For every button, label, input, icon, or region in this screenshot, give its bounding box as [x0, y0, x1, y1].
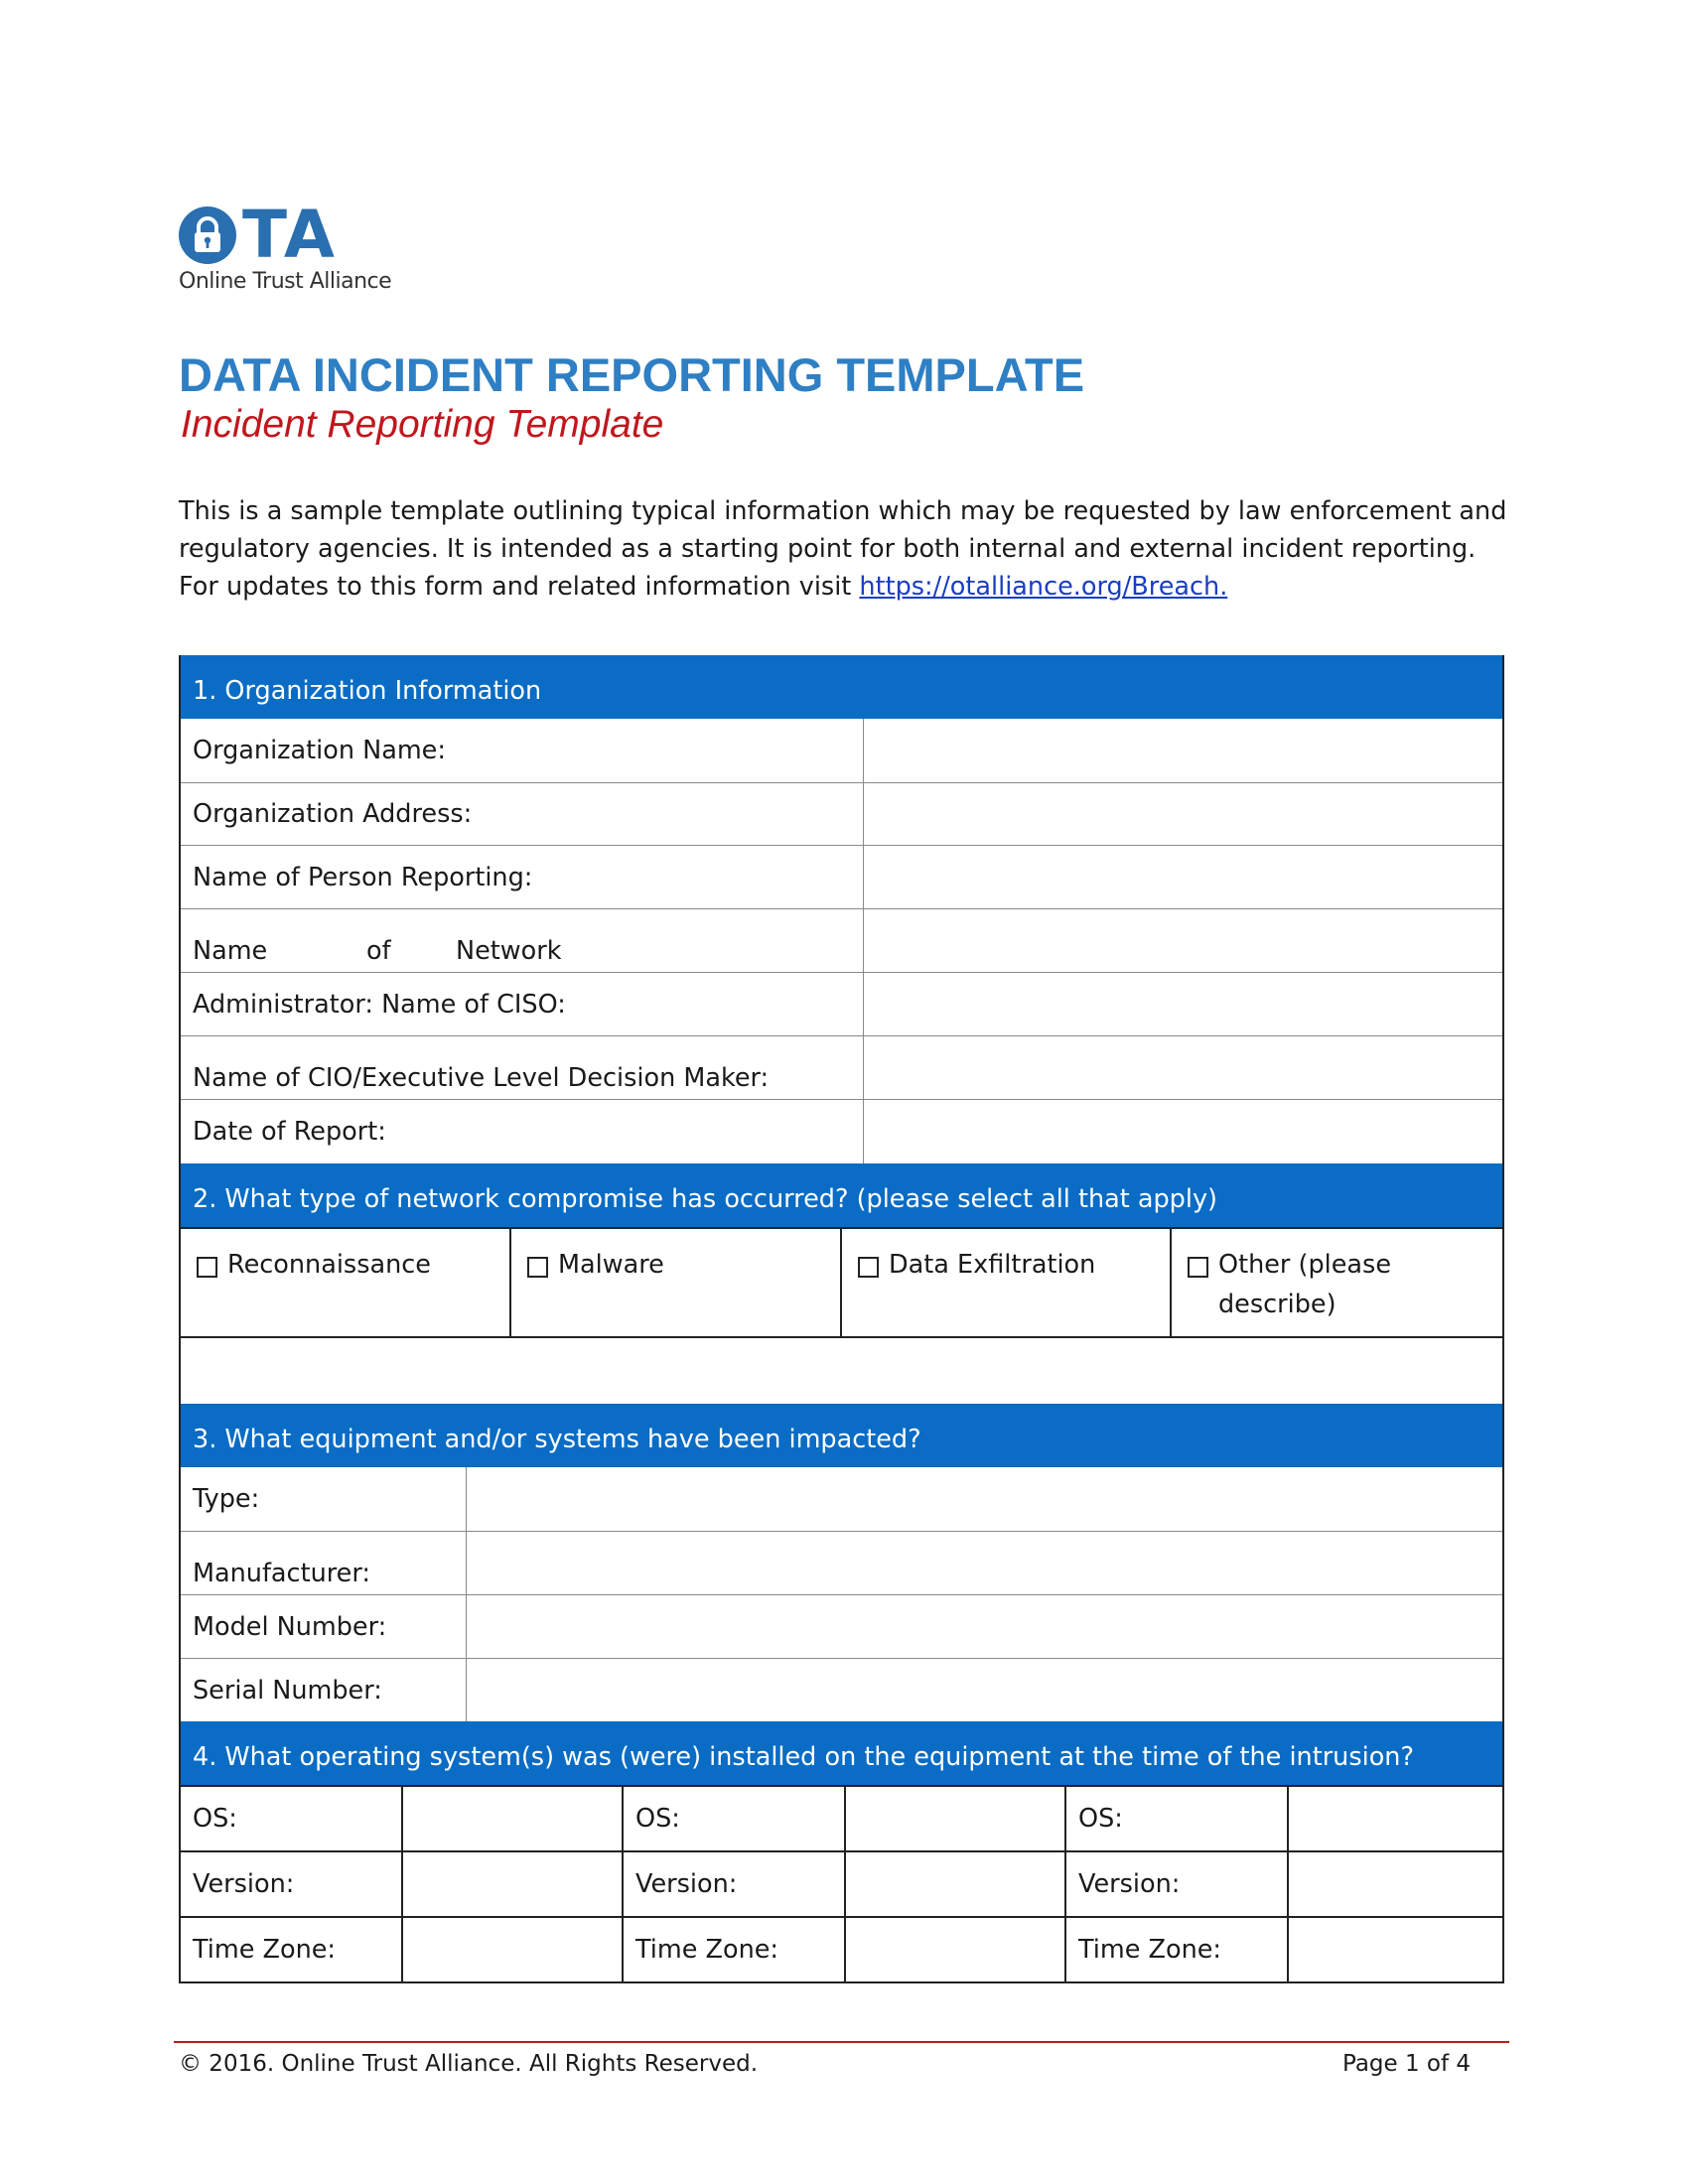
os-input-1[interactable]: [403, 1787, 624, 1850]
option-label: Reconnaissance: [227, 1250, 431, 1280]
ciso-name-input[interactable]: [864, 973, 1502, 1035]
ota-logo: [179, 197, 427, 303]
checkbox-icon[interactable]: [858, 1257, 879, 1278]
version-input-1[interactable]: [403, 1852, 624, 1916]
logo-mark: [179, 197, 427, 273]
network-admin-input[interactable]: [864, 909, 1502, 972]
version-label: Version:: [1066, 1852, 1289, 1916]
form-row: [181, 1099, 1502, 1163]
serial-number-input[interactable]: [467, 1659, 1502, 1721]
os-row: [181, 1785, 1502, 1850]
section-2-heading: 2. What type of network compromise has occurred? (please select all that apply): [181, 1163, 1502, 1227]
form-row: [181, 972, 1502, 1035]
document-title: DATA INCIDENT REPORTING TEMPLATE: [179, 348, 1085, 401]
field-label-network: [181, 909, 864, 972]
breach-link[interactable]: https://otalliance.org/Breach.: [859, 572, 1228, 602]
form-row: [181, 719, 1502, 782]
form-row: [181, 845, 1502, 908]
field-label: Type:: [181, 1467, 467, 1531]
other-description-input[interactable]: [181, 1338, 1502, 1404]
incident-form: [179, 655, 1504, 1983]
section-1-heading: 1. Organization Information: [181, 655, 1502, 719]
logo-tagline: Online Trust Alliance: [179, 269, 392, 294]
time-zone-label: Time Zone:: [624, 1918, 846, 1981]
document-subtitle: Incident Reporting Template: [181, 403, 664, 446]
os-label: OS:: [624, 1787, 846, 1850]
form-row: [181, 1658, 1502, 1721]
field-label: Name of Person Reporting:: [181, 846, 864, 908]
time-zone-row: [181, 1916, 1502, 1981]
field-label: Manufacturer:: [181, 1532, 467, 1594]
time-zone-label: Time Zone:: [1066, 1918, 1289, 1981]
option-label: Other (please describe): [1218, 1250, 1392, 1319]
network-word: Name: [193, 936, 268, 966]
field-label: Model Number:: [181, 1595, 467, 1658]
network-word: Network: [456, 936, 562, 966]
option-data-exfiltration[interactable]: [842, 1229, 1172, 1336]
footer-page-number: Page 1 of 4: [1342, 2051, 1472, 2077]
time-zone-label: Time Zone:: [181, 1918, 403, 1981]
field-label: Serial Number:: [181, 1659, 467, 1721]
intro-text: This is a sample template outlining typical information which may be requested by law enforcement and regulatory agencies. It is intended as a starting point for both internal and external incident reporting. For updates to this form and related information visit: [179, 496, 1507, 602]
form-row: [181, 908, 1502, 972]
os-label: OS:: [1066, 1787, 1289, 1850]
organization-address-input[interactable]: [864, 783, 1502, 845]
version-input-2[interactable]: [846, 1852, 1066, 1916]
footer-divider: [174, 2041, 1509, 2043]
organization-name-input[interactable]: [864, 719, 1502, 782]
compromise-options: [181, 1227, 1502, 1338]
field-label: Organization Address:: [181, 783, 864, 845]
field-label: Administrator: Name of CISO:: [181, 973, 864, 1035]
os-label: OS:: [181, 1787, 403, 1850]
section-4-heading: 4. What operating system(s) was (were) installed on the equipment at the time of the intrusion?: [181, 1721, 1502, 1785]
section-3-heading: 3. What equipment and/or systems have been impacted?: [181, 1404, 1502, 1467]
manufacturer-input[interactable]: [467, 1532, 1502, 1594]
version-label: Version:: [624, 1852, 846, 1916]
field-label: Name of CIO/Executive Level Decision Maker:: [181, 1036, 864, 1099]
form-row: [181, 1594, 1502, 1658]
checkbox-icon[interactable]: [1188, 1257, 1208, 1278]
os-input-2[interactable]: [846, 1787, 1066, 1850]
version-label: Version:: [181, 1852, 403, 1916]
version-input-3[interactable]: [1289, 1852, 1502, 1916]
logo-letters: TA: [242, 197, 337, 273]
checkbox-icon[interactable]: [527, 1257, 548, 1278]
option-other[interactable]: [1172, 1229, 1502, 1336]
field-label: Date of Report:: [181, 1100, 864, 1163]
form-row: [181, 782, 1502, 845]
form-row: [181, 1035, 1502, 1099]
time-zone-input-2[interactable]: [846, 1918, 1066, 1981]
form-row: [181, 1467, 1502, 1531]
form-row: [181, 1531, 1502, 1594]
option-reconnaissance[interactable]: [181, 1229, 511, 1336]
intro-paragraph: [179, 492, 1519, 606]
version-row: [181, 1850, 1502, 1916]
option-label: Data Exfiltration: [889, 1250, 1096, 1280]
time-zone-input-1[interactable]: [403, 1918, 624, 1981]
option-label: Malware: [558, 1250, 664, 1280]
date-of-report-input[interactable]: [864, 1100, 1502, 1163]
network-word: of: [366, 936, 391, 966]
model-number-input[interactable]: [467, 1595, 1502, 1658]
time-zone-input-3[interactable]: [1289, 1918, 1502, 1981]
footer-copyright: © 2016. Online Trust Alliance. All Rights Reserved.: [179, 2051, 759, 2077]
option-malware[interactable]: [511, 1229, 842, 1336]
checkbox-icon[interactable]: [197, 1257, 217, 1278]
person-reporting-input[interactable]: [864, 846, 1502, 908]
field-label: Organization Name:: [181, 719, 864, 782]
os-input-3[interactable]: [1289, 1787, 1502, 1850]
cio-name-input[interactable]: [864, 1036, 1502, 1099]
lock-icon: [179, 206, 236, 264]
equipment-type-input[interactable]: [467, 1467, 1502, 1531]
